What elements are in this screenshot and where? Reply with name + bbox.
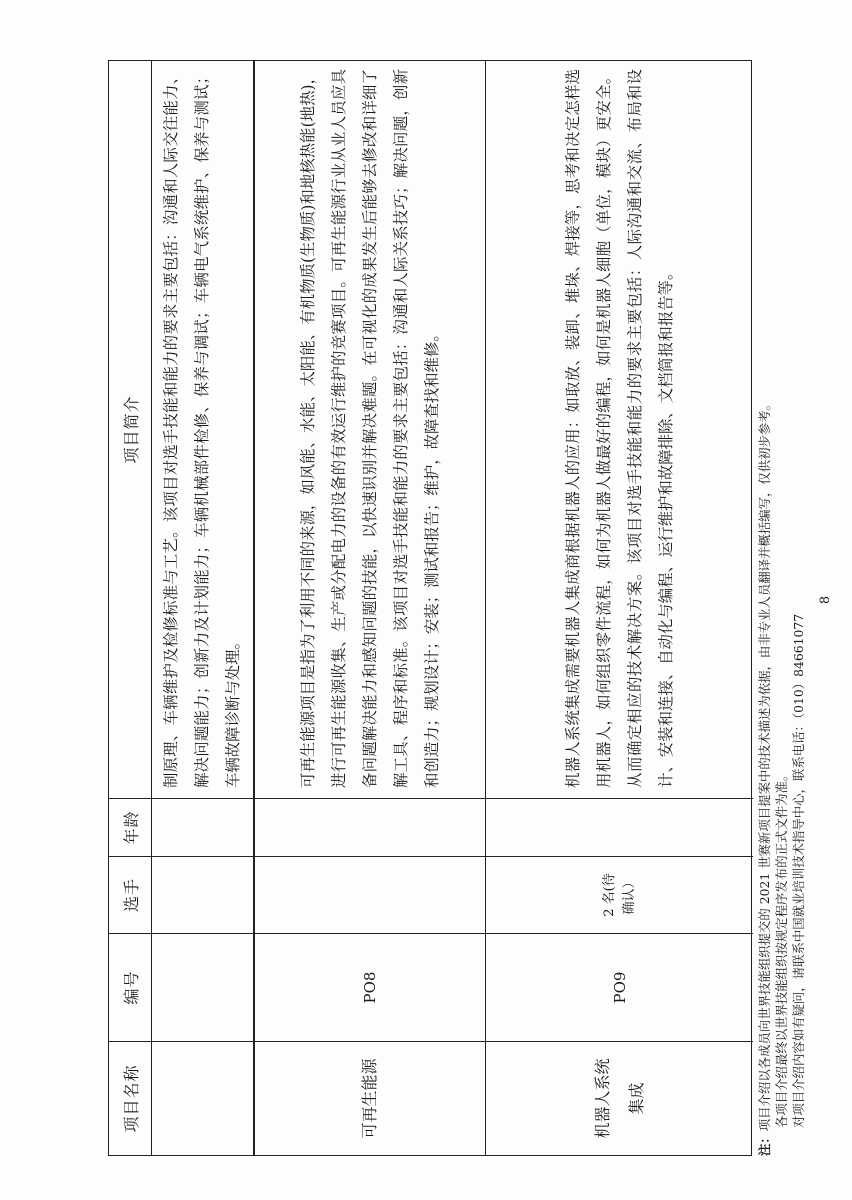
header-project-name: 项目名称 (121, 1064, 141, 1133)
footnote-label: 注： (757, 1131, 772, 1156)
row-project-name (255, 1042, 485, 1155)
row-number: PO9 (486, 934, 753, 1042)
footnote-line-2: 各项目介绍最终以世界技能组织按规定程序发布的正式文件为准。 (774, 768, 789, 1128)
row-number (152, 934, 253, 1042)
table-row-robot-systems-integration (485, 61, 753, 1155)
header-age: 年龄 (109, 799, 151, 857)
table-row-continued (151, 61, 253, 1155)
project-name-line-1: 机器人系统 (592, 1058, 612, 1139)
table-header-row (109, 61, 151, 1155)
row-project-name (486, 1042, 753, 1155)
project-name-line-2: 集成 (626, 1082, 646, 1115)
row-description (152, 61, 253, 799)
footnote-line-1 (756, 56, 773, 1156)
row-project-name (152, 1042, 253, 1155)
project-table (108, 60, 752, 1156)
footnote-line-3: 对项目介绍内容如有疑问，请联系中国就业培训技术指导中心，联系电话：（010）84661077 (791, 613, 806, 1128)
row-competitors (152, 857, 253, 934)
table-row-renewable-energy (253, 61, 485, 1155)
description-text: 制原理、车辆维护及检修标准与工艺。该项目对选手技能和能力的要求主要包括：沟通和人际交往能力、解决问题能力；创新力及计划能力；车辆机械部件检修、保养与调试；车辆电气系统维护、保养与测试；车辆故障诊断与处理。 (162, 69, 242, 788)
row-competitors (486, 857, 753, 934)
footnotes (756, 56, 807, 1156)
description-text: 可再生能源项目是指为了利用不同的来源，如风能、水能、太阳能、有机物质(生物质)和地核热能(地热)，进行可再生能源收集、生产或分配电力的设备的有效运行维护的竞赛项目。可再生能源行业从业人员应具备问题解决能力和感知问题的技能，以快速识别并解决难题。在可视化的成果发生后能够去修改和详细了解工具、程序和标准。该项目对选手技能和能力的要求主要包括：沟通和人际关系技巧；解决问题，创新和创造力；规划设计；安装；测试和报告；维护，故障查找和维修。 (298, 69, 441, 788)
header-description: 项目简介 (109, 61, 151, 799)
header-competitors: 选手 (109, 857, 151, 934)
row-age (152, 799, 253, 857)
competitors-line-1: 2 名(待 (601, 873, 617, 917)
row-description (486, 61, 753, 799)
row-competitors (255, 857, 485, 934)
row-description (255, 61, 485, 799)
project-name-text: 可再生能源 (360, 1058, 379, 1139)
header-number: 编号 (109, 934, 151, 1042)
row-number: PO8 (255, 934, 485, 1042)
page-number: 8 (818, 595, 833, 605)
row-age (255, 799, 485, 857)
footnote-text-1: 项目介绍以各成员向世界技能组织提交的 2021 世赛新项目提案中的技术描述为依据，由非专业人员翻译并概括编写，仅供初步参考。 (757, 397, 772, 1132)
row-age (486, 799, 753, 857)
description-text: 机器人系统集成需要机器人集成商根据机器人的应用：如取放、装卸、堆垛、焊接等，思考和决定怎样选用机器人，如何组织零件流程，如何为机器人做最好的编程，如何是机器人细胞（单位，模块）更安全。从而确定相应的技术解决方案。该项目对选手技能和能力的要求主要包括：人际沟通和交流、布局和设计、安装和连接、自动化与编程、运行维护和故障排除、文档简报和报告等。 (563, 69, 675, 788)
competitors-line-2: 确认） (621, 875, 637, 915)
